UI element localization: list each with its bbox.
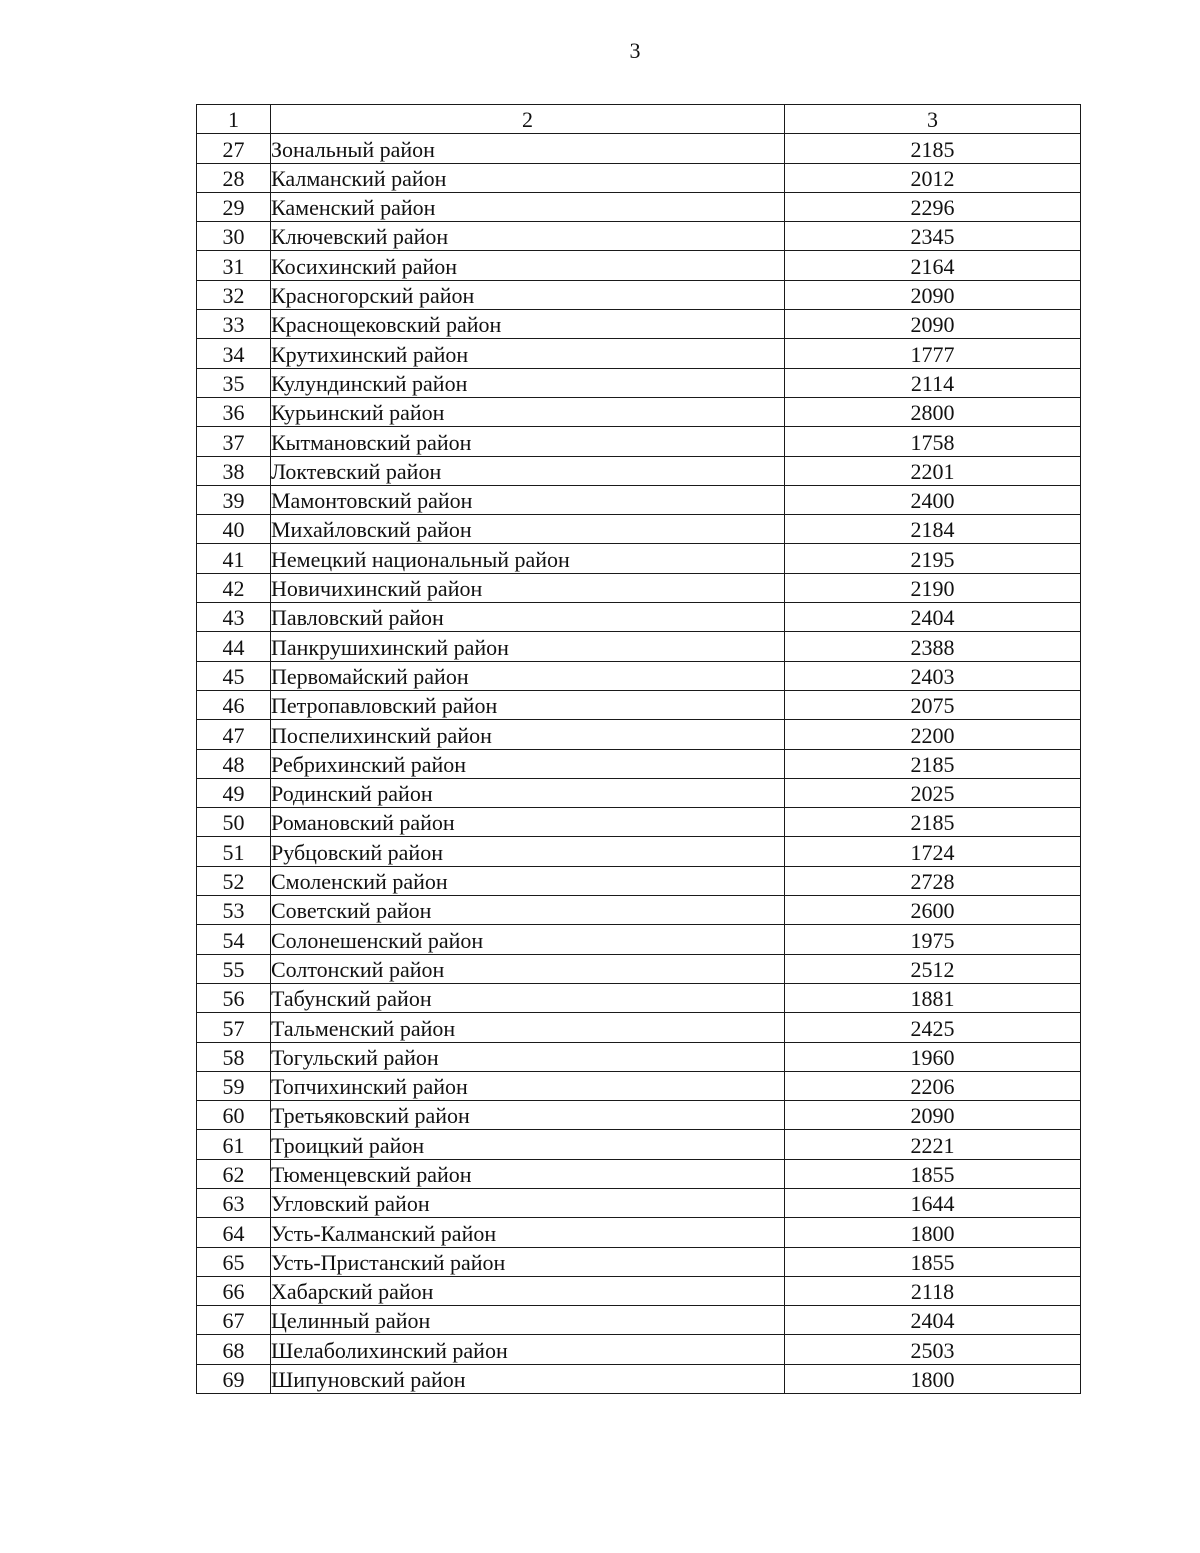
row-number-cell: 32: [197, 280, 271, 309]
row-number-cell: 40: [197, 515, 271, 544]
table-row: [197, 192, 1081, 221]
row-number-cell: 63: [197, 1188, 271, 1217]
table-row: [197, 983, 1081, 1012]
row-number-cell: 67: [197, 1306, 271, 1335]
value-cell: 2206: [785, 1071, 1081, 1100]
district-name-cell: Курьинский район: [271, 397, 785, 426]
row-number-cell: 69: [197, 1364, 271, 1393]
row-number-cell: 54: [197, 925, 271, 954]
table-row: [197, 573, 1081, 602]
table-row: [197, 661, 1081, 690]
row-number-cell: 57: [197, 1013, 271, 1042]
district-name-cell: Михайловский район: [271, 515, 785, 544]
row-number-cell: 37: [197, 427, 271, 456]
row-number-cell: 53: [197, 896, 271, 925]
district-name-cell: Ключевский район: [271, 222, 785, 251]
value-cell: 2164: [785, 251, 1081, 280]
row-number-cell: 49: [197, 778, 271, 807]
table-row: [197, 368, 1081, 397]
row-number-cell: 58: [197, 1042, 271, 1071]
table-row: [197, 251, 1081, 280]
district-name-cell: Угловский район: [271, 1188, 785, 1217]
row-number-cell: 35: [197, 368, 271, 397]
district-name-cell: Усть-Калманский район: [271, 1218, 785, 1247]
value-cell: 1881: [785, 983, 1081, 1012]
header-cell-column-2: 2: [271, 105, 785, 134]
value-cell: 2190: [785, 573, 1081, 602]
district-name-cell: Третьяковский район: [271, 1101, 785, 1130]
table-body: [197, 105, 1081, 1394]
district-name-cell: Павловский район: [271, 603, 785, 632]
table-row: [197, 690, 1081, 719]
row-number-cell: 50: [197, 808, 271, 837]
value-cell: 2296: [785, 192, 1081, 221]
row-number-cell: 29: [197, 192, 271, 221]
district-name-cell: Кытмановский район: [271, 427, 785, 456]
district-name-cell: Тюменцевский район: [271, 1159, 785, 1188]
table-row: [197, 1130, 1081, 1159]
district-name-cell: Родинский район: [271, 778, 785, 807]
value-cell: 2221: [785, 1130, 1081, 1159]
row-number-cell: 62: [197, 1159, 271, 1188]
district-name-cell: Ребрихинский район: [271, 749, 785, 778]
value-cell: 2025: [785, 778, 1081, 807]
table-row: [197, 1335, 1081, 1364]
district-name-cell: Калманский район: [271, 163, 785, 192]
value-cell: 2425: [785, 1013, 1081, 1042]
table-row: [197, 1188, 1081, 1217]
table-row: [197, 280, 1081, 309]
table-row: [197, 808, 1081, 837]
row-number-cell: 28: [197, 163, 271, 192]
row-number-cell: 68: [197, 1335, 271, 1364]
value-cell: 2404: [785, 603, 1081, 632]
table-row: [197, 134, 1081, 163]
table-row: [197, 720, 1081, 749]
value-cell: 2184: [785, 515, 1081, 544]
table-row: [197, 1218, 1081, 1247]
row-number-cell: 47: [197, 720, 271, 749]
row-number-cell: 36: [197, 397, 271, 426]
row-number-cell: 33: [197, 310, 271, 339]
district-name-cell: Советский район: [271, 896, 785, 925]
value-cell: 2075: [785, 690, 1081, 719]
district-name-cell: Немецкий национальный район: [271, 544, 785, 573]
district-name-cell: Мамонтовский район: [271, 485, 785, 514]
value-cell: 2728: [785, 866, 1081, 895]
district-name-cell: Топчихинский район: [271, 1071, 785, 1100]
district-name-cell: Троицкий район: [271, 1130, 785, 1159]
table-row: [197, 749, 1081, 778]
value-cell: 1644: [785, 1188, 1081, 1217]
district-name-cell: Солтонский район: [271, 954, 785, 983]
row-number-cell: 60: [197, 1101, 271, 1130]
row-number-cell: 45: [197, 661, 271, 690]
value-cell: 2345: [785, 222, 1081, 251]
value-cell: 2512: [785, 954, 1081, 983]
district-name-cell: Рубцовский район: [271, 837, 785, 866]
header-cell-column-3: 3: [785, 105, 1081, 134]
row-number-cell: 34: [197, 339, 271, 368]
table-row: [197, 1247, 1081, 1276]
district-name-cell: Табунский район: [271, 983, 785, 1012]
value-cell: 2503: [785, 1335, 1081, 1364]
row-number-cell: 31: [197, 251, 271, 280]
value-cell: 2195: [785, 544, 1081, 573]
district-name-cell: Романовский район: [271, 808, 785, 837]
district-name-cell: Тальменский район: [271, 1013, 785, 1042]
table-row: [197, 866, 1081, 895]
table-row: [197, 1276, 1081, 1305]
table-row: [197, 603, 1081, 632]
district-name-cell: Новичихинский район: [271, 573, 785, 602]
table-row: [197, 515, 1081, 544]
row-number-cell: 55: [197, 954, 271, 983]
table-row: [197, 1042, 1081, 1071]
value-cell: 1960: [785, 1042, 1081, 1071]
row-number-cell: 59: [197, 1071, 271, 1100]
value-cell: 2388: [785, 632, 1081, 661]
table-row: [197, 1071, 1081, 1100]
row-number-cell: 30: [197, 222, 271, 251]
district-name-cell: Солонешенский район: [271, 925, 785, 954]
district-name-cell: Смоленский район: [271, 866, 785, 895]
row-number-cell: 66: [197, 1276, 271, 1305]
table-row: [197, 1159, 1081, 1188]
row-number-cell: 44: [197, 632, 271, 661]
table-row: [197, 163, 1081, 192]
district-name-cell: Целинный район: [271, 1306, 785, 1335]
row-number-cell: 42: [197, 573, 271, 602]
district-name-cell: Косихинский район: [271, 251, 785, 280]
row-number-cell: 39: [197, 485, 271, 514]
value-cell: 2800: [785, 397, 1081, 426]
table-row: [197, 778, 1081, 807]
value-cell: 2404: [785, 1306, 1081, 1335]
table-row: [197, 1101, 1081, 1130]
row-number-cell: 51: [197, 837, 271, 866]
table-header-row: [197, 105, 1081, 134]
district-name-cell: Красногорский район: [271, 280, 785, 309]
table-row: [197, 222, 1081, 251]
value-cell: 2118: [785, 1276, 1081, 1305]
value-cell: 2400: [785, 485, 1081, 514]
row-number-cell: 52: [197, 866, 271, 895]
table-row: [197, 1306, 1081, 1335]
district-name-cell: Панкрушихинский район: [271, 632, 785, 661]
row-number-cell: 27: [197, 134, 271, 163]
table-row: [197, 339, 1081, 368]
district-name-cell: Усть-Пристанский район: [271, 1247, 785, 1276]
table-row: [197, 896, 1081, 925]
district-name-cell: Поспелихинский район: [271, 720, 785, 749]
district-name-cell: Каменский район: [271, 192, 785, 221]
row-number-cell: 41: [197, 544, 271, 573]
table-row: [197, 837, 1081, 866]
row-number-cell: 56: [197, 983, 271, 1012]
table-row: [197, 1013, 1081, 1042]
district-name-cell: Хабарский район: [271, 1276, 785, 1305]
table-row: [197, 456, 1081, 485]
value-cell: 2600: [785, 896, 1081, 925]
value-cell: 2185: [785, 749, 1081, 778]
district-name-cell: Тогульский район: [271, 1042, 785, 1071]
row-number-cell: 61: [197, 1130, 271, 1159]
district-name-cell: Краснощековский район: [271, 310, 785, 339]
header-cell-column-1: 1: [197, 105, 271, 134]
district-name-cell: Первомайский район: [271, 661, 785, 690]
row-number-cell: 43: [197, 603, 271, 632]
value-cell: 2090: [785, 280, 1081, 309]
value-cell: 2114: [785, 368, 1081, 397]
district-name-cell: Шипуновский район: [271, 1364, 785, 1393]
table-row: [197, 954, 1081, 983]
district-name-cell: Крутихинский район: [271, 339, 785, 368]
table-row: [197, 310, 1081, 339]
value-cell: 1800: [785, 1364, 1081, 1393]
row-number-cell: 64: [197, 1218, 271, 1247]
table-row: [197, 925, 1081, 954]
value-cell: 2185: [785, 808, 1081, 837]
value-cell: 1855: [785, 1247, 1081, 1276]
district-name-cell: Шелаболихинский район: [271, 1335, 785, 1364]
value-cell: 1855: [785, 1159, 1081, 1188]
value-cell: 2090: [785, 1101, 1081, 1130]
value-cell: 1724: [785, 837, 1081, 866]
district-table: [196, 104, 1081, 1394]
table-row: [197, 1364, 1081, 1393]
table-row: [197, 485, 1081, 514]
value-cell: 1758: [785, 427, 1081, 456]
page-number: 3: [629, 38, 641, 63]
district-name-cell: Петропавловский район: [271, 690, 785, 719]
value-cell: 2200: [785, 720, 1081, 749]
district-name-cell: Зональный район: [271, 134, 785, 163]
district-name-cell: Локтевский район: [271, 456, 785, 485]
table-row: [197, 544, 1081, 573]
table-row: [197, 427, 1081, 456]
value-cell: 2090: [785, 310, 1081, 339]
row-number-cell: 65: [197, 1247, 271, 1276]
row-number-cell: 38: [197, 456, 271, 485]
value-cell: 1975: [785, 925, 1081, 954]
value-cell: 2201: [785, 456, 1081, 485]
value-cell: 1800: [785, 1218, 1081, 1247]
district-name-cell: Кулундинский район: [271, 368, 785, 397]
row-number-cell: 46: [197, 690, 271, 719]
row-number-cell: 48: [197, 749, 271, 778]
value-cell: 1777: [785, 339, 1081, 368]
value-cell: 2403: [785, 661, 1081, 690]
value-cell: 2012: [785, 163, 1081, 192]
table-row: [197, 632, 1081, 661]
table-row: [197, 397, 1081, 426]
value-cell: 2185: [785, 134, 1081, 163]
